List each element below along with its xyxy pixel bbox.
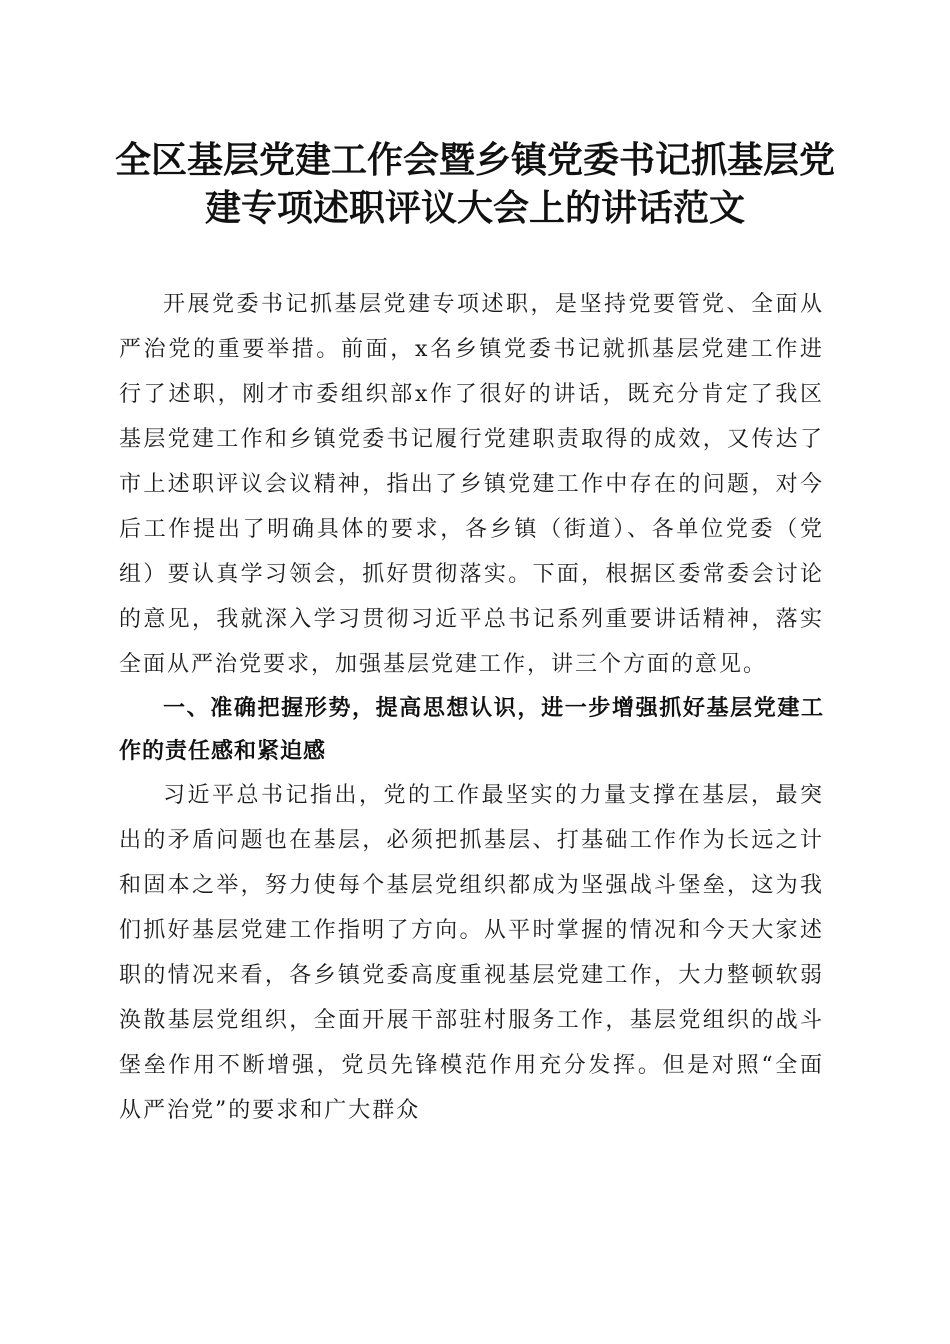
section-1-heading: 一、准确把握形势，提高思想认识，进一步增强抓好基层党建工作的责任感和紧迫感 bbox=[119, 696, 824, 764]
document-body bbox=[119, 282, 824, 1133]
document-title bbox=[100, 136, 850, 232]
title-line-1: 全区基层党建工作会暨乡镇党委书记抓基层党 bbox=[114, 139, 835, 181]
section-1-paragraph: 习近平总书记指出，党的工作最坚实的力量支撑在基层，最突出的矛盾问题也在基层，必须把抓基层、打基础工作作为长远之计和固本之举，努力使每个基层党组织都成为坚强战斗堡垒，这为我们抓好基层党建工作指明了方向。从平时掌握的情况和今天大家述职的情况来看，各乡镇党委高度重视基层党建工作，大力整顿软弱涣散基层党组织，全面开展干部驻村服务工作，基层党组织的战斗堡垒作用不断增强，党员先锋模范作用充分发挥。但是对照“全面从严治党”的要求和广大群众 bbox=[119, 783, 824, 1123]
intro-paragraph: 开展党委书记抓基层党建专项述职，是坚持党要管党、全面从严治党的重要举措。前面，x名乡镇党委书记就抓基层党建工作进行了述职，刚才市委组织部x作了很好的讲话，既充分肯定了我区基层党建工作和乡镇党委书记履行党建职责取得的成效，又传达了市上述职评议会议精神，指出了乡镇党建工作中存在的问题，对今后工作提出了明确具体的要求，各乡镇（街道）、各单位党委（党组）要认真学习领会，抓好贯彻落实。下面，根据区委常委会讨论的意见，我就深入学习贯彻习近平总书记系列重要讲话精神，落实全面从严治党要求，加强基层党建工作，讲三个方面的意见。 bbox=[119, 292, 824, 677]
title-line-2: 建专项述职评议大会上的讲话范文 bbox=[204, 187, 745, 229]
